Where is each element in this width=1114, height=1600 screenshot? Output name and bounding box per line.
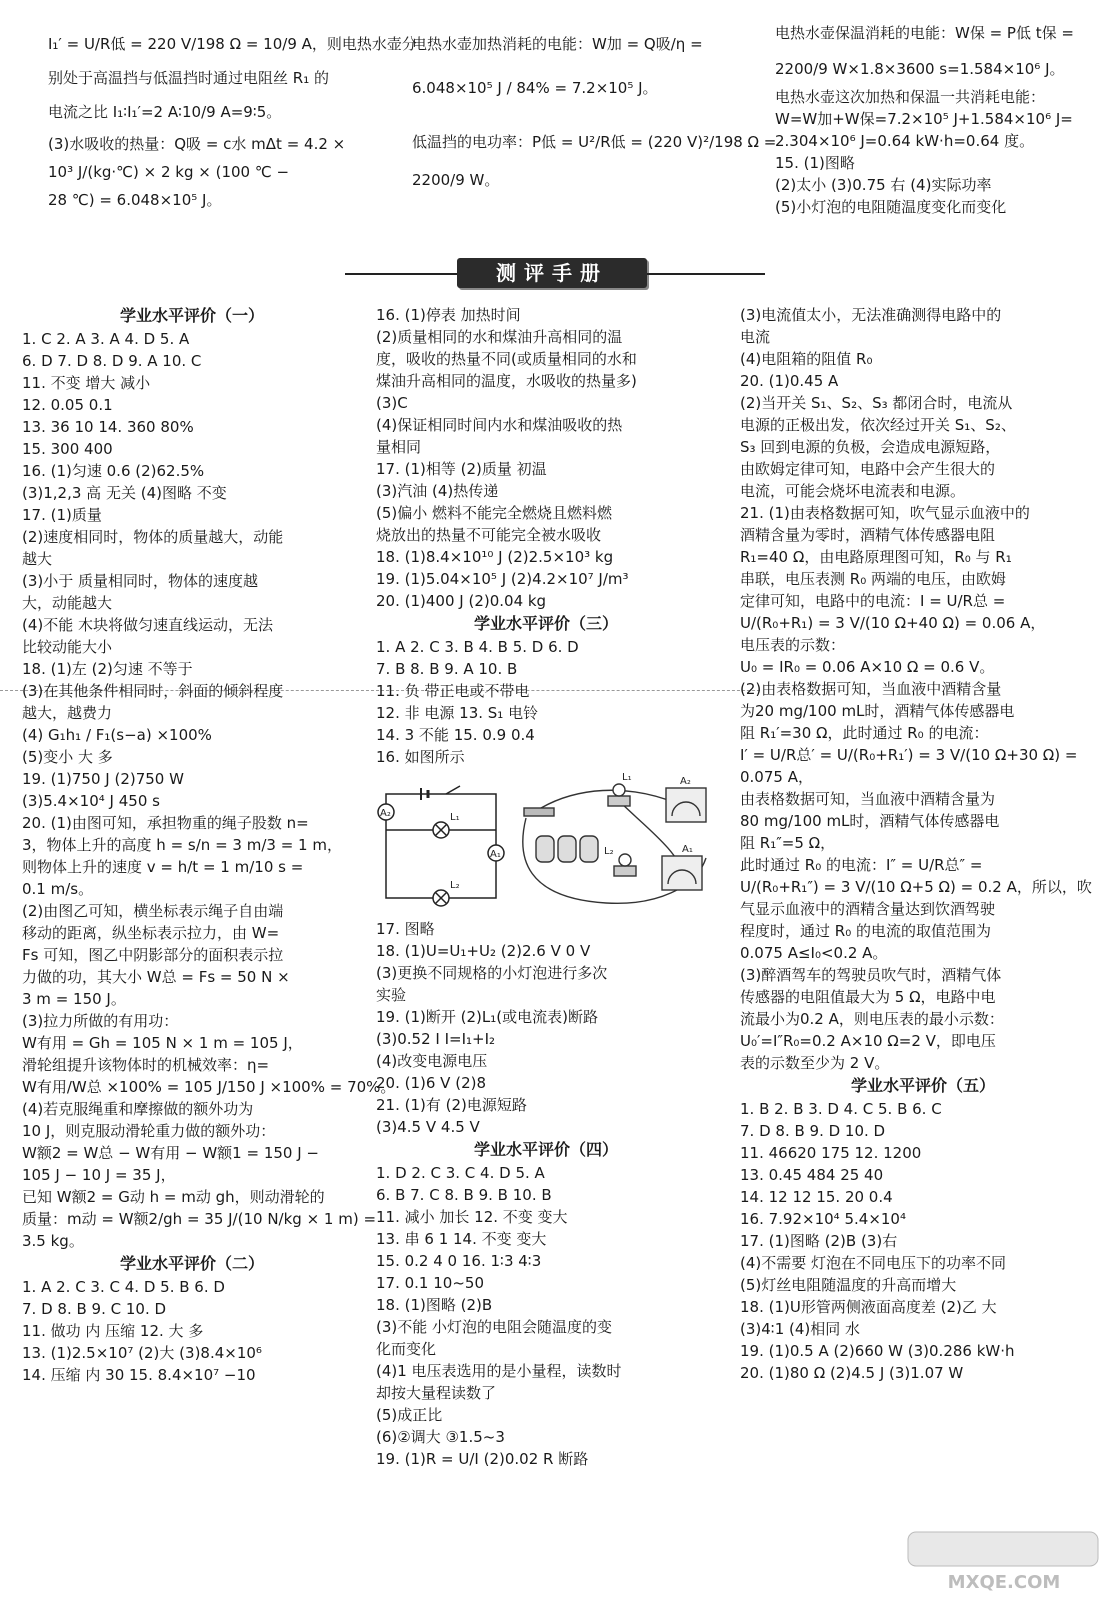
answer-line: (3)汽油 (4)热传递 [376,482,499,500]
answer-line: 质量：m动 = W额2/gh = 35 J/(10 N/kg × 1 m) = [22,1210,377,1228]
answer-line: (3)小于 质量相同时，物体的速度越 [22,572,259,590]
answer-line: 17. (1)图略 (2)B (3)右 [740,1232,898,1250]
answer-line: 7. D 8. B 9. C 10. D [22,1300,167,1318]
answer-line: 已知 W额2 = G动 h = m动 gh，则动滑轮的 [22,1188,325,1206]
answer-line: 移动的距离，纵坐标表示拉力，由 W= [22,924,280,942]
answer-line: W有用/W总 ×100% = 105 J/150 J ×100% = 70%。 [22,1078,396,1096]
circuit-svg [376,768,716,918]
top-col-2 [412,33,777,191]
answer-line: 16. 7.92×10⁴ 5.4×10⁴ [740,1210,906,1228]
answer-line: (2)由图乙可知，横坐标表示绳子自由端 [22,902,284,920]
answer-line: 13. 0.45 484 25 40 [740,1166,884,1184]
answer-line: 1. A 2. C 3. C 4. D 5. B 6. D [22,1278,225,1296]
answer-line: 由表格数据可知，当血液中酒精含量为 [740,790,996,808]
answer-line: U₀′=I″R₀=0.2 A×10 Ω=2 V，即电压 [740,1032,996,1050]
answer-line: 1. A 2. C 3. B 4. B 5. D 6. D [376,638,579,656]
answer-line: 11. 负 带正电或不带电 [376,682,530,700]
banner-title: 测评手册 [457,258,647,288]
answer-line: U/(R₀+R₁″) = 3 V/(10 Ω+5 Ω) = 0.2 A，所以，吹 [740,878,1092,896]
answer-line: 12. 非 电源 13. S₁ 电铃 [376,704,539,722]
lamp-holder-l1 [608,796,630,806]
answer-line: (4)若克服绳重和摩擦做的额外功为 [22,1100,254,1118]
lamp-holder-l2 [614,866,636,876]
section-heading-4: 学业水平评价（四） [473,1140,618,1159]
answer-line: 17. 图略 [376,920,435,938]
section-4-continued [740,304,1106,1074]
answer-line: 16. (1)停表 加热时间 [376,306,521,324]
label-a2: A₂ [380,808,391,819]
answer-line: 越大，越费力 [22,704,113,722]
top-col-3 [775,22,1105,218]
answer-line: (3)1,2,3 高 无关 (4)图略 不变 [22,484,227,502]
answer-line: U₀ = IR₀ = 0.06 A×10 Ω = 0.6 V。 [740,658,995,676]
answer-line: 15. 300 400 [22,440,113,458]
answer-line: (3)更换不同规格的小灯泡进行多次 [376,964,608,982]
answer-line: 酒精含量为零时，酒精气体传感器电阻 [740,526,996,544]
ammeter-a1-device [662,856,702,890]
answer-line: 17. (1)相等 (2)质量 初温 [376,460,547,478]
answer-line: 则物体上升的速度 v = h/t = 1 m/10 s = [22,858,304,876]
answer-line: (3)在其他条件相同时，斜面的倾斜程度 [22,682,284,700]
answer-line: 105 J − 10 J = 35 J， [22,1166,176,1184]
answer-line: Fs 可知，图乙中阴影部分的面积表示拉 [22,946,284,964]
section-1-continued [376,304,716,612]
label-l2-physical: L₂ [604,846,614,857]
answer-line: 13. 串 6 1 14. 不变 变大 [376,1230,547,1248]
text-line: 6.048×10⁵ J / 84% = 7.2×10⁵ J。 [412,79,658,97]
label-a1-physical: A₁ [682,844,693,855]
answer-line: 7. B 8. B 9. A 10. B [376,660,518,678]
answer-line: (4) G₁h₁ / F₁(s−a) ×100% [22,726,212,744]
answer-line: 0.075 A≤I₀<0.2 A。 [740,944,888,962]
text-line: W=W加+W保=7.2×10⁵ J+1.584×10⁶ J= [775,110,1073,128]
answer-line: 21. (1)由表格数据可知，吹气显示血液中的 [740,504,1030,522]
answer-line: 力做的功，其大小 W总 = Fs = 50 N × [22,968,290,986]
answer-line: S₃ 回到电源的负极，会造成电源短路， [740,438,1001,456]
column-2 [376,304,716,1470]
answer-line: (4)电阻箱的阻值 R₀ [740,350,873,368]
switch-lever [446,786,460,794]
answer-line: 3，物体上升的高度 h = s/n = 3 m/3 = 1 m， [22,836,342,854]
answer-line: U/(R₀+R₁) = 3 V/(10 Ω+40 Ω) = 0.06 A， [740,614,1046,632]
text-line: 10³ J/(kg·℃) × 2 kg × (100 ℃ − [48,163,290,181]
answer-line: 气显示血液中的酒精含量达到饮酒驾驶 [740,900,996,918]
top-col-1 [48,33,417,211]
answer-line: 阻 R₁″=5 Ω， [740,834,836,852]
text-line: 2.304×10⁶ J=0.64 kW·h=0.64 度。 [775,132,1035,150]
text-line: 别处于高温挡与低温挡时通过电阻丝 R₁ 的 [48,69,329,87]
text-line [412,99,752,121]
answer-line: 滑轮组提升该物体时的机械效率：η= [22,1056,270,1074]
answer-line: 17. 0.1 10~50 [376,1274,484,1292]
answer-line: 16. (1)匀速 0.6 (2)62.5% [22,462,205,480]
answer-line: 1. B 2. B 3. D 4. C 5. B 6. C [740,1100,942,1118]
answer-line: I′ = U/R总′ = U/(R₀+R₁′) = 3 V/(10 Ω+30 Ω) = [740,746,1078,764]
answer-line: 20. (1)400 J (2)0.04 kg [376,592,547,610]
watermark-logo [904,1530,1104,1594]
text-line: (5)小灯泡的电阻随温度变化而变化 [775,198,1007,216]
answer-line: 14. 压缩 内 30 15. 8.4×10⁷ −10 [22,1366,256,1384]
answer-line: 11. 46620 175 12. 1200 [740,1144,922,1162]
answer-line: 6. B 7. C 8. B 9. B 10. B [376,1186,552,1204]
section-4-answers [376,1162,716,1470]
switch-base [524,808,554,816]
answer-line: 流最小为0.2 A，则电压表的最小示数： [740,1010,1004,1028]
battery-cell [580,836,598,862]
text-line: (3)水吸收的热量：Q吸 = c水 mΔt = 4.2 × [48,135,346,153]
answer-line: 0.075 A， [740,768,813,786]
label-l1: L₁ [450,812,460,823]
text-line: 28 ℃) = 6.048×10⁵ J。 [48,191,222,209]
section-heading-5: 学业水平评价（五） [850,1076,995,1095]
answer-line: 6. D 7. D 8. D 9. A 10. C [22,352,202,370]
lamp-bulb-l1 [613,784,625,796]
answer-line: 由欧姆定律可知，电路中会产生很大的 [740,460,996,478]
ammeter-a2-device [666,788,706,822]
answer-line: 7. D 8. B 9. D 10. D [740,1122,886,1140]
answer-line: 13. 36 10 14. 360 80% [22,418,194,436]
watermark-badge [908,1532,1098,1566]
text-line: 电热水壶保温消耗的电能：W保 = P低 t保 = [775,24,1074,42]
answer-line: 程度时，通过 R₀ 的电流的取值范围为 [740,922,991,940]
answer-line: 定律可知，电路中的电流：I = U/R总 = [740,592,1006,610]
answer-line: 20. (1)0.45 A [740,372,839,390]
answer-line: 12. 0.05 0.1 [22,396,113,414]
answer-line: 13. (1)2.5×10⁷ (2)大 (3)8.4×10⁶ [22,1344,262,1362]
answer-line: (3)醉酒驾车的驾驶员吹气时，酒精气体 [740,966,1002,984]
answer-line: 19. (1)5.04×10⁵ J (2)4.2×10⁷ J/m³ [376,570,629,588]
answer-line: 比较动能大小 [22,638,113,656]
answer-line: 16. 如图所示 [376,748,465,766]
answer-line: 化而变化 [376,1340,437,1358]
answer-line: 18. (1)U=U₁+U₂ (2)2.6 V 0 V [376,942,591,960]
answer-line: 18. (1)8.4×10¹⁰ J (2)2.5×10³ kg [376,548,614,566]
watermark-text: MXQE.COM [947,1572,1061,1593]
section-heading-3: 学业水平评价（三） [473,614,618,633]
answer-line: (4)不需要 灯泡在不同电压下的功率不同 [740,1254,1007,1272]
answer-line: (3)0.52 I I=I₁+I₂ [376,1030,496,1048]
answer-line: 1. C 2. A 3. A 4. D 5. A [22,330,190,348]
answer-line: 11. 减小 加长 12. 不变 变大 [376,1208,568,1226]
answer-line: 实验 [376,986,407,1004]
schematic [378,786,504,906]
text-line: 电热水壶这次加热和保温一共消耗电能： [775,88,1046,106]
answer-line: 却按大量程读数了 [376,1384,497,1402]
answer-line: 14. 3 不能 15. 0.9 0.4 [376,726,535,744]
banner-rule-right [647,273,765,275]
section-3-answers [376,636,716,768]
answer-line: (3)5.4×10⁴ J 450 s [22,792,160,810]
answer-line: 11. 不变 增大 减小 [22,374,151,392]
answer-line: (3)C [376,394,408,412]
answer-line: 此时通过 R₀ 的电流：I″ = U/R总″ = [740,856,983,874]
answer-line: 20. (1)由图可知，承担物重的绳子股数 n= [22,814,309,832]
answer-line: (2)质量相同的水和煤油升高相同的温 [376,328,623,346]
label-l1-physical: L₁ [622,772,632,783]
answer-line: 量相同 [376,438,422,456]
answer-line: (2)速度相同时，物体的质量越大，动能 [22,528,284,546]
answer-line: 3 m = 150 J。 [22,990,126,1008]
answer-line: 18. (1)图略 (2)B [376,1296,493,1314]
answer-line: 电压表的示数： [740,636,846,654]
answer-line: (3)拉力所做的有用功： [22,1012,179,1030]
answer-line: 度，吸收的热量不同(或质量相同的水和 [376,350,637,368]
answer-line: 表的示数至少为 2 V。 [740,1054,890,1072]
column-3 [740,304,1106,1384]
answer-line: 11. 做功 内 压缩 12. 大 多 [22,1322,204,1340]
text-line: (2)太小 (3)0.75 右 (4)实际功率 [775,176,992,194]
answer-line: 18. (1)U形管两侧液面高度差 (2)乙 大 [740,1298,997,1316]
schematic-frame [386,794,496,898]
answer-line: 1. D 2. C 3. C 4. D 5. A [376,1164,545,1182]
battery-cell [536,836,554,862]
answer-line: 19. (1)0.5 A (2)660 W (3)0.286 kW·h [740,1342,1015,1360]
answer-line: 80 mg/100 mL时，酒精气体传感器电 [740,812,1000,830]
section-heading-1: 学业水平评价（一） [119,306,264,325]
answer-line: 19. (1)断开 (2)L₁(或电流表)断路 [376,1008,598,1026]
answer-line: 煤油升高相同的温度，水吸收的热量多) [376,372,637,390]
answer-line: 20. (1)6 V (2)8 [376,1074,487,1092]
answer-line: 17. (1)质量 [22,506,102,524]
answer-line: 越大 [22,550,53,568]
answer-line: 电源的正极出发，依次经过开关 S₁、S₂、 [740,416,1016,434]
answer-line: 20. (1)80 Ω (2)4.5 J (3)1.07 W [740,1364,964,1382]
answer-line: 串联，电压表测 R₀ 两端的电压，由欧姆 [740,570,1006,588]
answer-line: (4)1 电压表选用的是小量程，读数时 [376,1362,622,1380]
text-line: 低温挡的电功率：P低 = U²/R低 = (220 V)²/198 Ω = [412,133,777,151]
answer-line: 19. (1)750 J (2)750 W [22,770,184,788]
answer-line: 18. (1)左 (2)匀速 不等于 [22,660,193,678]
answer-line: 传感器的电阻值最大为 5 Ω，电路中电 [740,988,996,1006]
section-3-answers-continued [376,918,716,1138]
circuit-diagram [376,768,716,918]
answer-line: 大，动能越大 [22,594,113,612]
label-a2-physical: A₂ [680,776,691,787]
banner-rule-left [345,273,457,275]
answer-line: 19. (1)R = U/I (2)0.02 R 断路 [376,1450,589,1468]
label-a1: A₁ [490,849,501,860]
answer-line: (3)电流值太小，无法准确测得电路中的 [740,306,1002,324]
answer-line: (4)保证相同时间内水和煤油吸收的热 [376,416,623,434]
lamp-bulb-l2 [619,854,631,866]
answer-line: 15. 0.2 4 0 16. 1∶3 4∶3 [376,1252,542,1270]
section-2-answers [22,1276,362,1386]
text-line: 15. (1)图略 [775,154,855,172]
answer-line: 14. 12 12 15. 20 0.4 [740,1188,893,1206]
answer-line: W有用 = Gh = 105 N × 1 m = 105 J， [22,1034,303,1052]
answer-line: 3.5 kg。 [22,1232,84,1250]
label-l2: L₂ [450,880,460,891]
text-line: 电流之比 I₁∶I₁′=2 A∶10/9 A=9∶5。 [48,103,282,121]
section-banner [345,256,765,292]
text-line: 电热水壶加热消耗的电能：W加 = Q吸/η = [412,35,703,53]
answer-line: 烧放出的热量不可能完全被水吸收 [376,526,602,544]
answer-line: 10 J，则克服动滑轮重力做的额外功： [22,1122,276,1140]
answer-line: (2)当开关 S₁、S₂、S₃ 都闭合时，电流从 [740,394,1013,412]
section-5-answers [740,1098,1106,1384]
answer-line: (5)变小 大 多 [22,748,113,766]
answer-line: 0.1 m/s。 [22,880,94,898]
section-heading-2: 学业水平评价（二） [119,1254,264,1273]
answer-line: 为20 mg/100 mL时，酒精气体传感器电 [740,702,1015,720]
answer-line: W额2 = W总 − W有用 − W额1 = 150 J − [22,1144,319,1162]
answer-line: (5)成正比 [376,1406,443,1424]
text-line: 2200/9 W。 [412,171,500,189]
answer-line: R₁=40 Ω，由电路原理图可知，R₀ 与 R₁ [740,548,1012,566]
answer-line: (2)由表格数据可知，当血液中酒精含量 [740,680,1002,698]
answer-line: (5)灯丝电阻随温度的升高而增大 [740,1276,957,1294]
answer-line: (3)4.5 V 4.5 V [376,1118,480,1136]
answer-line: 21. (1)有 (2)电源短路 [376,1096,527,1114]
answer-line: (3)4∶1 (4)相同 水 [740,1320,861,1338]
physical-circuit [523,784,706,903]
answer-line: (5)偏小 燃料不能完全燃烧且燃料燃 [376,504,613,522]
battery-cell [558,836,576,862]
answer-line: (4)改变电源电压 [376,1052,488,1070]
text-line: I₁′ = U/R低 = 220 V/198 Ω = 10/9 A，则电热水壶分 [48,35,417,53]
answer-line: (4)不能 木块将做匀速直线运动，无法 [22,616,274,634]
answer-line: 电流，可能会烧坏电流表和电源。 [740,482,966,500]
answer-line: 阻 R₁′=30 Ω，此时通过 R₀ 的电流： [740,724,989,742]
text-line: 2200/9 W×1.8×3600 s=1.584×10⁶ J。 [775,60,1065,78]
answer-line: 电流 [740,328,771,346]
answer-line: (3)不能 小灯泡的电阻会随温度的变 [376,1318,613,1336]
answer-line: (6)②调大 ③1.5~3 [376,1428,505,1446]
